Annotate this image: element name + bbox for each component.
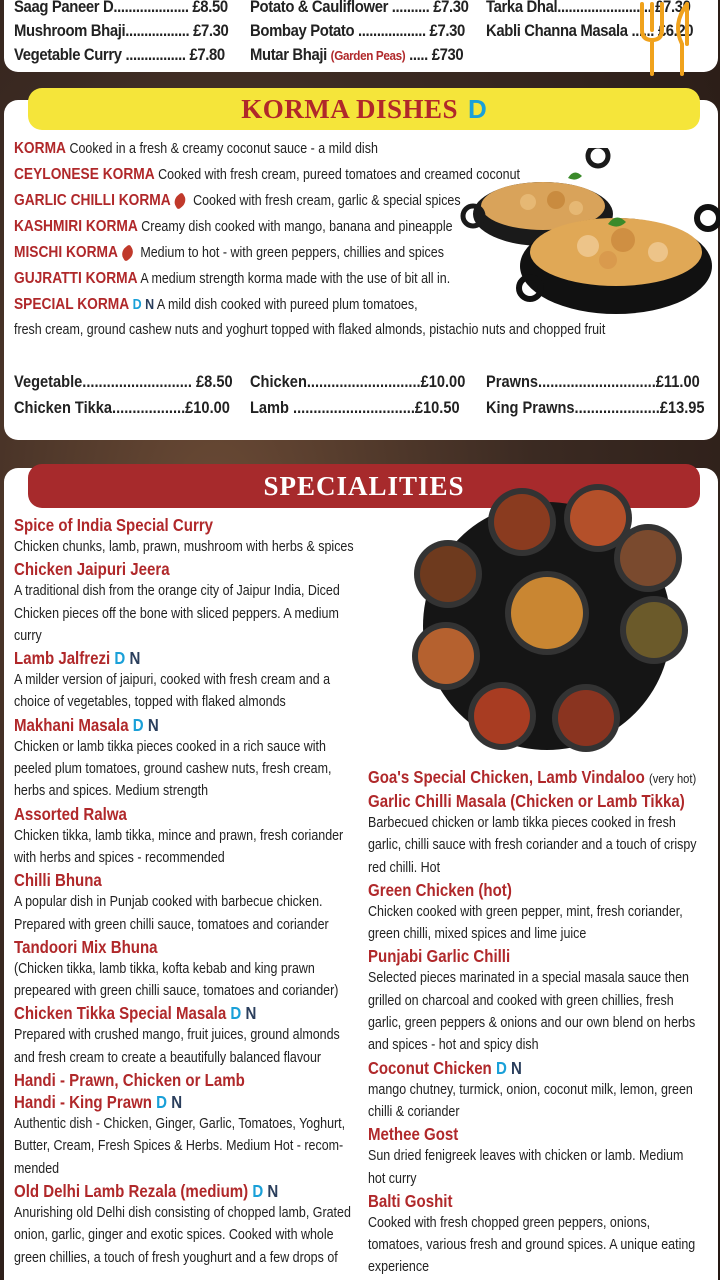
price-lamb: Lamb ..............................£10.50 — [250, 398, 460, 417]
price-prawns: Prawns.............................£11.00 — [486, 372, 700, 391]
dish-title: Garlic Chilli Masala (Chicken or Lamb Tikka) — [368, 791, 685, 811]
menu-item-tarka-dhal: Tarka Dhal......................... £7.30 — [486, 0, 691, 16]
dairy-badge: D — [132, 297, 142, 313]
korma-name: GARLIC CHILLI KORMA — [14, 192, 171, 209]
menu-item-saag-paneer: Saag Paneer D.................... £8.50 — [14, 0, 228, 16]
korma-desc: Cooked in a fresh & creamy coconut sauce - a mild dish — [69, 141, 378, 157]
dish-title: Green Chicken (hot) — [368, 879, 512, 900]
korma-desc: Cooked with fresh cream, garlic & special spices — [193, 193, 461, 209]
dish-desc: mango chutney, turmick, onion, coconut milk, lemon, green chilli & coriander — [368, 1081, 693, 1120]
specialities-right-column — [368, 766, 708, 1279]
dish-title: Punjabi Garlic Chilli — [368, 946, 511, 967]
allergen-badges: D N — [132, 714, 159, 735]
dish-title: Chicken Tikka Special Masala — [14, 1003, 227, 1024]
dish-desc: Authentic dish - Chicken, Ginger, Garlic, Tomatoes, Yoghurt, Butter, Cream, Fresh Spices & Herbs. Medium Hot - recom-mended — [14, 1116, 346, 1177]
dish-desc: Selected pieces marinated in a special masala sauce then grilled on charcoal and cooked with green chillies, fresh garlic, green peppers & onions and our own blend on herbs and spices - hot and spicy dish — [368, 970, 696, 1054]
price-chicken: Chicken............................£10.00 — [250, 372, 466, 391]
dish-title: Lamb Jalfrezi — [14, 648, 111, 669]
heat-note: (very hot) — [648, 771, 697, 786]
mutar-bhaji-price: ..... £730 — [409, 46, 464, 64]
dish-desc: Anurishing old Delhi dish consisting of chopped lamb, Grated onion, garlic, ginger and exotic spices. Cooked with whole green chillies, a touch of fresh youghurt and a few drops of — [14, 1204, 351, 1266]
dish-title-row — [14, 1091, 358, 1113]
dish-title-row — [14, 647, 358, 669]
korma-continuation: fresh cream, ground cashew nuts and yoghurt topped with flaked almonds, pistachio nuts and chopped fruit — [14, 322, 606, 338]
specialities-title: SPECIALITIES — [263, 470, 465, 501]
korma-line — [14, 166, 520, 184]
korma-name: KORMA — [14, 140, 66, 157]
dish-title: Handi - Prawn, Chicken or Lamb — [14, 1070, 245, 1091]
dish-title: Spice of India Special Curry — [14, 515, 214, 535]
dish-title: Balti Goshit — [368, 1190, 453, 1211]
dish-title: Makhani Masala — [14, 714, 129, 735]
menu-item-vegetable-curry: Vegetable Curry ................ £7.80 — [14, 46, 225, 64]
dish-title-row — [14, 714, 358, 736]
dish-desc: Prepared with crushed mango, fruit juices, ground almonds and fresh cream to create a beautifully balanced flavour — [14, 1027, 340, 1066]
dish-title-row — [368, 1057, 660, 1079]
korma-line — [14, 244, 444, 262]
dish-title: Tandoori Mix Bhuna — [14, 936, 158, 957]
allergen-badges: D N — [230, 1003, 257, 1024]
korma-name: MISCHI KORMA — [14, 244, 118, 261]
menu-item-mutar-bhaji — [250, 46, 463, 65]
price-king-prawns: King Prawns.....................£13.95 — [486, 398, 705, 417]
dish-desc: A milder version of jaipuri, cooked with fresh cream and a choice of vegetables, topped with flaked almonds — [14, 672, 331, 711]
menu-item-bombay-potato: Bombay Potato .................. £7.30 — [250, 22, 465, 40]
menu-item-mushroom-bhaji: Mushroom Bhaji................. £7.30 — [14, 22, 229, 40]
dish-title: Assorted Ralwa — [14, 803, 127, 824]
mutar-bhaji-name: Mutar Bhaji — [250, 46, 327, 64]
mutar-bhaji-note: (Garden Peas) — [330, 48, 406, 63]
dish-title: Methee Gost — [368, 1124, 459, 1145]
dish-title-row — [14, 1180, 358, 1202]
dish-title-row — [368, 766, 697, 790]
dish-title: Coconut Chicken — [368, 1057, 492, 1078]
menu-item-kabli-channa: Kabli Channa Masala ...... £6.20 — [486, 22, 694, 40]
menu-item-potato-cauliflower: Potato & Cauliflower .......... £7.30 — [250, 0, 469, 16]
price-vegetable: Vegetable........................... £8.50 — [14, 372, 233, 391]
korma-line — [14, 270, 450, 288]
korma-desc: Medium to hot - with green peppers, chillies and spices — [140, 245, 444, 261]
specialities-left-column — [14, 514, 414, 1269]
allergen-badges: D N — [495, 1057, 522, 1078]
nuts-badge: N — [145, 297, 155, 313]
dish-desc: A popular dish in Punjab cooked with barbecue chicken. Prepared with green chilli sauce, tomatoes and coriander — [14, 894, 329, 933]
allergen-badges: D N — [156, 1092, 183, 1113]
korma-section — [4, 93, 718, 440]
korma-line — [14, 296, 418, 314]
korma-line — [14, 140, 378, 158]
price-chicken-tikka: Chicken Tikka..................£10.00 — [14, 398, 230, 417]
korma-desc: A medium strength korma made with the use of bit all in. — [140, 271, 451, 287]
dish-desc: Sun dried fenigreek leaves with chicken or lamb. Medium hot curry — [368, 1148, 684, 1187]
chilli-icon — [120, 244, 136, 262]
korma-desc: A mild dish cooked with pureed plum tomatoes, — [156, 297, 418, 313]
korma-name: KASHMIRI KORMA — [14, 218, 138, 235]
korma-banner — [28, 88, 700, 130]
dish-desc: Chicken or lamb tikka pieces cooked in a rich sauce with peeled plum tomatoes, ground cashew nuts, fresh cream, herbs and spices. Medium strength — [14, 738, 332, 800]
chilli-icon — [172, 192, 188, 210]
korma-title: KORMA DISHES — [241, 93, 458, 124]
korma-desc: Creamy dish cooked with mango, banana and pineapple — [141, 219, 453, 235]
cutlery-icon — [632, 0, 702, 76]
allergen-badges: D N — [114, 648, 141, 669]
specialities-section — [4, 468, 718, 1280]
dish-title: Chilli Bhuna — [14, 870, 102, 891]
dish-title: Old Delhi Lamb Rezala (medium) — [14, 1180, 249, 1201]
dish-title: Goa's Special Chicken, Lamb Vindaloo — [368, 767, 645, 787]
dish-desc: (Chicken tikka, lamb tikka, kofta kebab and king prawn prepeared with green chilli sauce, tomatoes and coriander) — [14, 960, 339, 1000]
korma-name: GUJRATTI KORMA — [14, 270, 138, 287]
dish-title-row — [14, 1002, 358, 1024]
dish-desc: Chicken tikka, lamb tikka, mince and prawn, fresh coriander with herbs and spices - recommended — [14, 827, 344, 866]
korma-desc: Cooked with fresh cream, pureed tomatoes and creamed coconut — [158, 167, 520, 183]
dish-desc: Chicken cooked with green pepper, mint, fresh coriander, green chilli, mixed spices and lime juice — [368, 903, 683, 943]
top-menu-card — [4, 0, 718, 72]
dairy-badge: D — [468, 93, 487, 124]
korma-name: SPECIAL KORMA — [14, 296, 130, 313]
korma-line — [14, 218, 453, 236]
dish-desc: Barbecued chicken or lamb tikka pieces cooked in fresh garlic, chilli sauce with fresh coriander and a touch of crispy red chilli. Hot — [368, 815, 697, 876]
allergen-badges: D N — [252, 1180, 279, 1201]
dish-desc: Chicken chunks, lamb, prawn, mushroom with herbs & spices — [14, 539, 354, 555]
korma-bowls-image — [458, 148, 720, 328]
dish-desc: A traditional dish from the orange city of Jaipur India, Diced Chicken pieces off the bone with sliced peppers. A medium curry — [14, 583, 340, 644]
korma-name: CEYLONESE KORMA — [14, 166, 155, 183]
dish-title: Handi - King Prawn — [14, 1092, 152, 1113]
dish-title: Chicken Jaipuri Jeera — [14, 559, 170, 580]
korma-line — [14, 192, 461, 210]
dish-desc: Cooked with fresh chopped green peppers, onions, tomatoes, various fresh and ground spices. A unique eating experience — [368, 1214, 696, 1276]
thali-platter-image — [402, 478, 692, 768]
